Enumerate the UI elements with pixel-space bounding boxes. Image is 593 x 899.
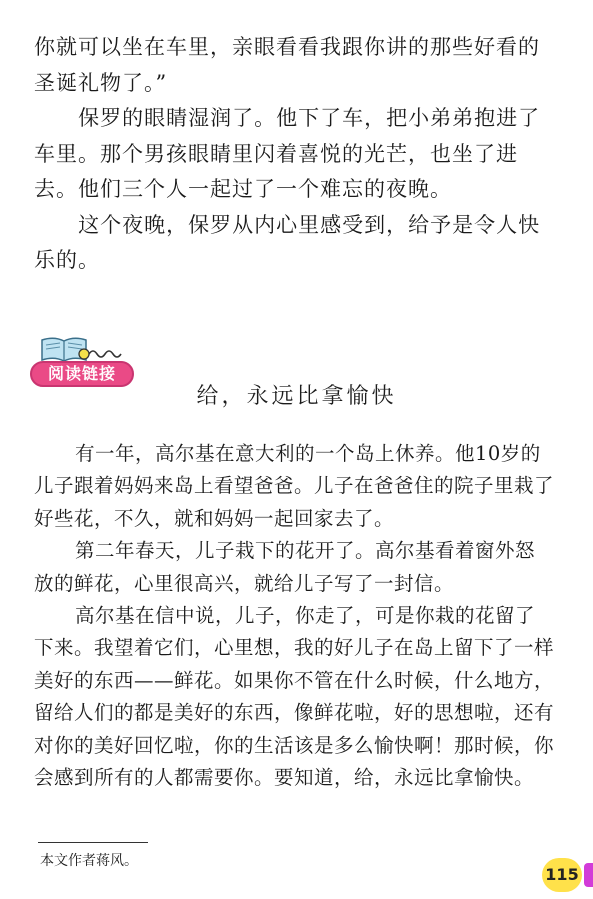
page-number: 115 bbox=[542, 858, 582, 892]
reading-paragraph: 高尔基在信中说，儿子，你走了，可是你栽的花留了下来。我望着它们，心里想，我的好儿子在岛上留下了一样美好的东西——鲜花。如果你不管在什么时候，什么地方，留给人们的都是美好的东西，像鲜花啦，好的思想啦，还有对你的美好回忆啦，你的生活该是多么愉快啊！那时候，你会感到所有的人都需要你。要知道，给，永远比拿愉快。 bbox=[34, 604, 555, 790]
footnote: 本文作者蒋风。 bbox=[40, 853, 138, 869]
book-with-magnifier-icon bbox=[38, 334, 130, 364]
footnote-divider bbox=[38, 842, 148, 843]
reading-text bbox=[34, 438, 554, 794]
story-paragraph: 保罗的眼睛湿润了。他下了车，把小弟弟抱进了车里。那个男孩眼睛里闪着喜悦的光芒，也坐了进去。他们三个人一起过了一个难忘的夜晚。 bbox=[34, 106, 541, 201]
reading-link-label: 阅读链接 bbox=[30, 361, 134, 387]
story-paragraph: 你就可以坐在车里，亲眼看看我跟你讲的那些好看的圣诞礼物了。” bbox=[34, 35, 540, 95]
reading-title: 给，永远比拿愉快 bbox=[196, 384, 397, 409]
page-edge-tab bbox=[584, 863, 593, 887]
story-text bbox=[34, 30, 554, 279]
reading-paragraph: 有一年，高尔基在意大利的一个岛上休养。他10岁的儿子跟着妈妈来岛上看望爸爸。儿子在爸爸住的院子里栽了好些花，不久，就和妈妈一起回家去了。 bbox=[34, 442, 555, 530]
story-paragraph: 这个夜晚，保罗从内心里感受到，给予是令人快乐的。 bbox=[34, 212, 541, 272]
reading-paragraph: 第二年春天，儿子栽下的花开了。高尔基看着窗外怒放的鲜花，心里很高兴，就给儿子写了一封信。 bbox=[34, 539, 535, 595]
